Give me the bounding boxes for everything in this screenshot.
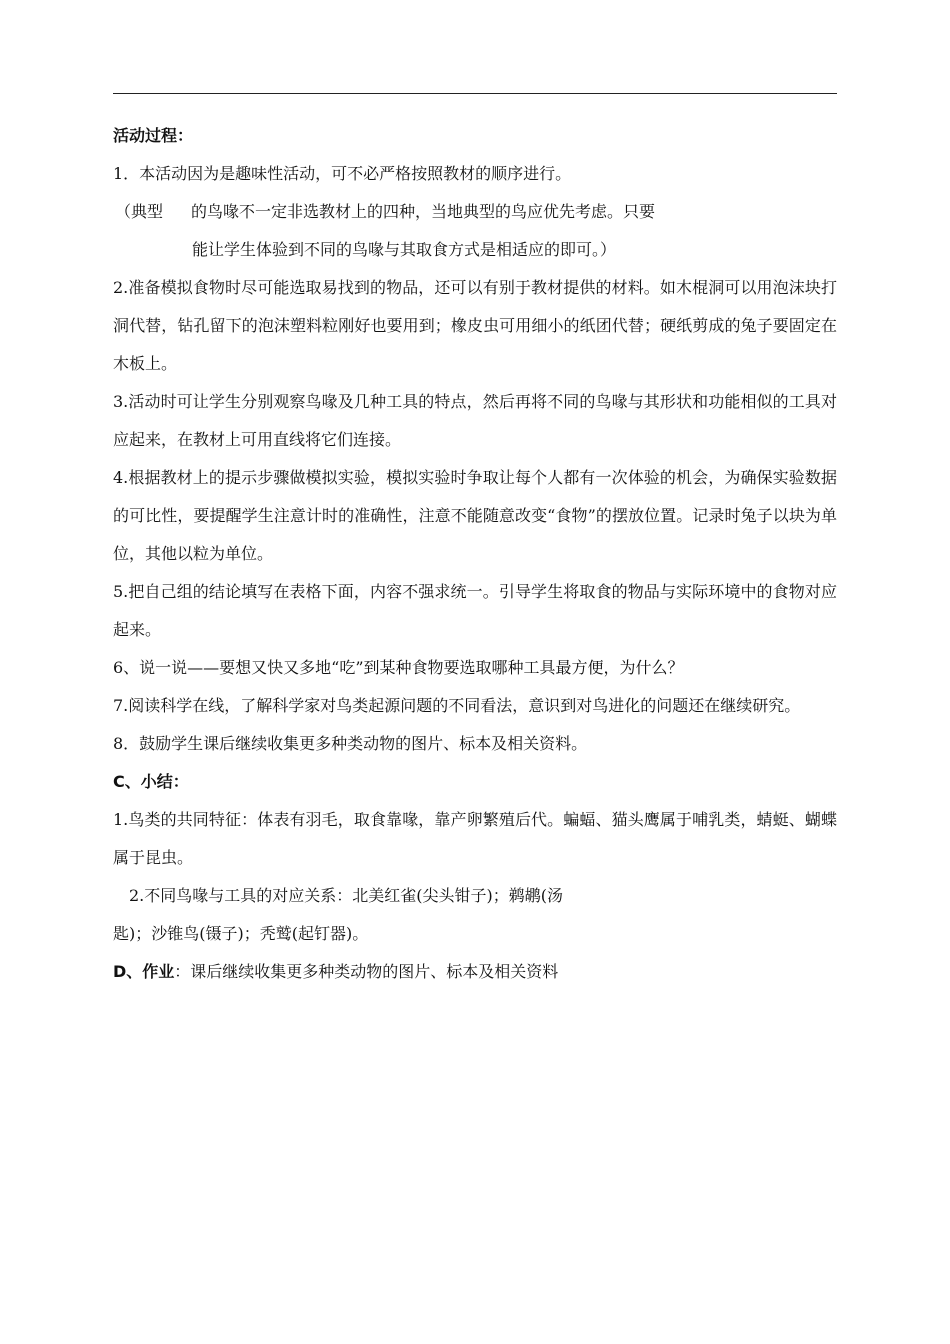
summary-item-2-line-1: 2.不同鸟喙与工具的对应关系：北美红雀(尖头钳子)；鹈鹕(汤 bbox=[129, 886, 563, 905]
homework-text: ：课后继续收集更多种类动物的图片、标本及相关资料 bbox=[174, 962, 559, 981]
summary-item-1: 1.鸟类的共同特征：体表有羽毛，取食靠喙，靠产卵繁殖后代。蝙蝠、猫头鹰属于哺乳类，蜻蜓、蝴蝶属于昆虫。 bbox=[113, 810, 837, 867]
header-rule bbox=[113, 93, 837, 94]
process-note-line-2: 能让学生体验到不同的鸟喙与其取食方式是相适应的即可。） bbox=[192, 240, 617, 259]
process-note-line-1 bbox=[113, 193, 837, 231]
homework-label: D、作业 bbox=[113, 962, 175, 981]
summary-heading: C、小结： bbox=[113, 772, 189, 791]
process-note-text: 的鸟喙不一定非选教材上的四种，当地典型的鸟应优先考虑。只要 bbox=[191, 202, 656, 221]
process-item-8: 8．鼓励学生课后继续收集更多种类动物的图片、标本及相关资料。 bbox=[113, 734, 588, 753]
homework bbox=[113, 953, 837, 991]
process-item-2: 2.准备模拟食物时尽可能选取易找到的物品，还可以有别于教材提供的材料。如木棍洞可以用泡沫块打洞代替，钻孔留下的泡沫塑料粒刚好也要用到；橡皮虫可用细小的纸团代替；硬纸剪成的兔子要固定在木板上。 bbox=[113, 278, 837, 373]
process-item-1: 1．本活动因为是趣味性活动，可不必严格按照教材的顺序进行。 bbox=[113, 164, 572, 183]
process-item-7: 7.阅读科学在线，了解科学家对鸟类起源问题的不同看法，意识到对鸟进化的问题还在继续研究。 bbox=[113, 696, 801, 715]
summary-item-2-line-2: 匙)；沙锥鸟(镊子)；秃鹫(起钉器)。 bbox=[113, 924, 369, 943]
process-note-prefix: （典型 bbox=[115, 202, 164, 221]
process-item-3: 3.活动时可让学生分别观察鸟喙及几种工具的特点，然后再将不同的鸟喙与其形状和功能相似的工具对应起来，在教材上可用直线将它们连接。 bbox=[113, 392, 837, 449]
process-item-4: 4.根据教材上的提示步骤做模拟实验，模拟实验时争取让每个人都有一次体验的机会，为确保实验数据的可比性，要提醒学生注意计时的准确性，注意不能随意改变“食物”的摆放位置。记录时兔子以块为单位，其他以粒为单位。 bbox=[113, 468, 837, 563]
process-item-5: 5.把自己组的结论填写在表格下面，内容不强求统一。引导学生将取食的物品与实际环境中的食物对应起来。 bbox=[113, 582, 837, 639]
process-heading: 活动过程： bbox=[113, 126, 194, 145]
document-body bbox=[113, 117, 837, 991]
process-item-6: 6、说一说——要想又快又多地“吃”到某种食物要选取哪种工具最方便，为什么？ bbox=[113, 658, 684, 677]
